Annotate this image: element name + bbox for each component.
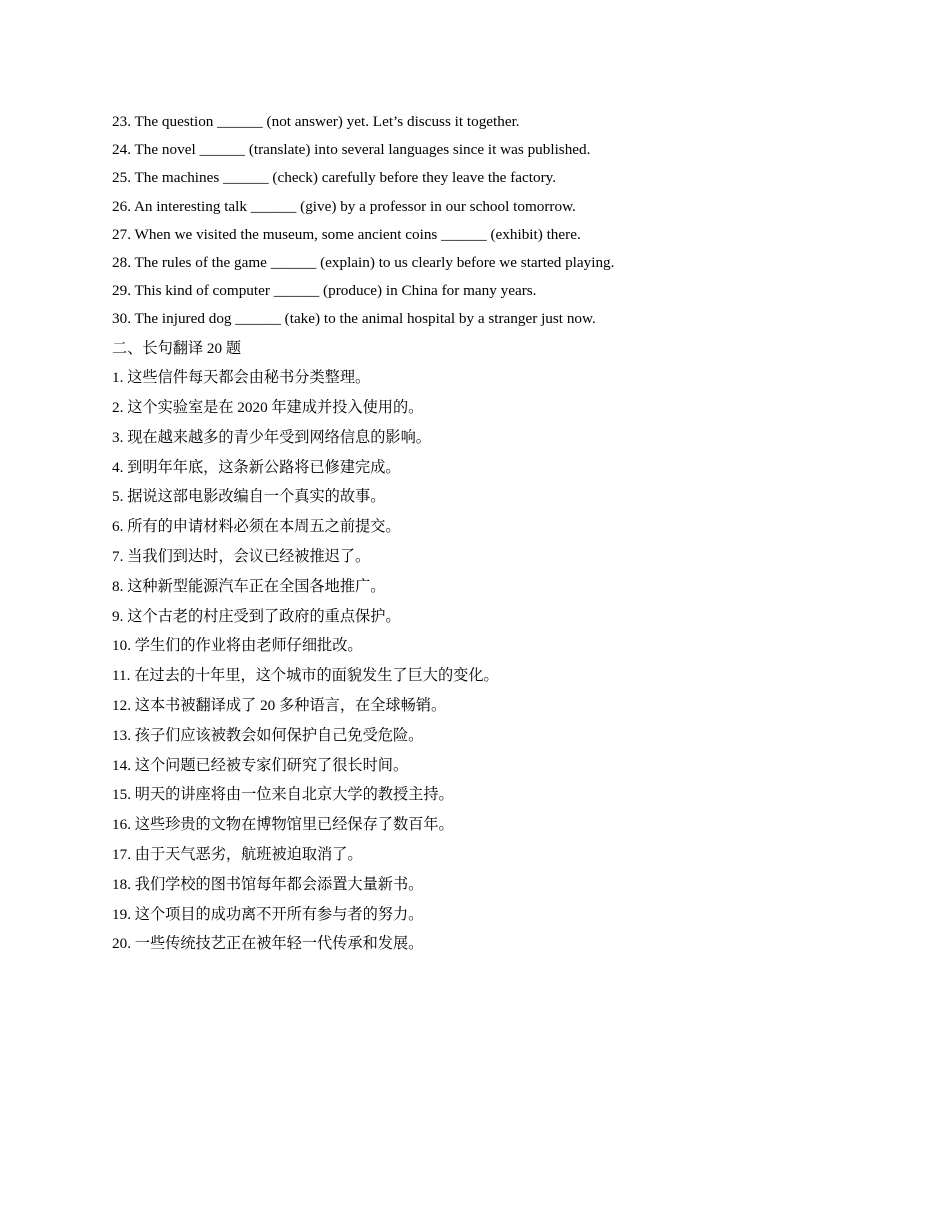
exercise-item: 23. The question ______ (not answer) yet. Let’s discuss it together. bbox=[112, 113, 520, 130]
exercise-item: 27. When we visited the museum, some ancient coins ______ (exhibit) there. bbox=[112, 225, 581, 243]
fill-in-exercise-list bbox=[112, 110, 872, 336]
exercise-item: 25. The machines ______ (check) carefully before they leave the factory. bbox=[112, 169, 557, 187]
translation-item: 8. 这种新型能源汽车正在全国各地推广。 bbox=[112, 577, 386, 595]
translation-item: 11. 在过去的十年里，这个城市的面貌发生了巨大的变化。 bbox=[112, 667, 499, 685]
exercise-item: 30. The injured dog ______ (take) to the animal hospital by a stranger just now. bbox=[112, 310, 596, 328]
translation-item: 17. 由于天气恶劣，航班被迫取消了。 bbox=[112, 846, 363, 864]
translation-item: 15. 明天的讲座将由一位来自北京大学的教授主持。 bbox=[112, 786, 454, 804]
translation-item: 12. 这本书被翻译成了 20 多种语言，在全球畅销。 bbox=[112, 697, 447, 715]
translation-item: 6. 所有的申请材料必须在本周五之前提交。 bbox=[112, 518, 401, 536]
document-page bbox=[112, 110, 872, 961]
translation-exercise-list bbox=[112, 365, 872, 961]
translation-item: 19. 这个项目的成功离不开所有参与者的努力。 bbox=[112, 905, 424, 923]
exercise-item: 29. This kind of computer ______ (produce) in China for many years. bbox=[112, 282, 537, 300]
translation-item: 13. 孩子们应该被教会如何保护自己免受危险。 bbox=[112, 726, 424, 744]
translation-item: 3. 现在越来越多的青少年受到网络信息的影响。 bbox=[112, 428, 431, 446]
exercise-item: 26. An interesting talk ______ (give) by a professor in our school tomorrow. bbox=[112, 197, 576, 215]
exercise-item: 28. The rules of the game ______ (explain) to us clearly before we started playing. bbox=[112, 253, 615, 271]
translation-item: 2. 这个实验室是在 2020 年建成并投入使用的。 bbox=[112, 399, 424, 417]
translation-item: 9. 这个古老的村庄受到了政府的重点保护。 bbox=[112, 607, 401, 625]
translation-item: 14. 这个问题已经被专家们研究了很长时间。 bbox=[112, 756, 409, 774]
translation-item: 18. 我们学校的图书馆每年都会添置大量新书。 bbox=[112, 875, 424, 893]
translation-item: 7. 当我们到达时，会议已经被推迟了。 bbox=[112, 548, 371, 566]
translation-item: 20. 一些传统技艺正在被年轻一代传承和发展。 bbox=[112, 935, 424, 953]
translation-item: 5. 据说这部电影改编自一个真实的故事。 bbox=[112, 488, 386, 506]
translation-item: 1. 这些信件每天都会由秘书分类整理。 bbox=[112, 369, 371, 387]
section-heading: 二、长句翻译 20 题 bbox=[112, 339, 242, 357]
translation-item: 4. 到明年年底，这条新公路将已修建完成。 bbox=[112, 458, 401, 476]
translation-item: 16. 这些珍贵的文物在博物馆里已经保存了数百年。 bbox=[112, 816, 454, 834]
exercise-item: 24. The novel ______ (translate) into several languages since it was published. bbox=[112, 141, 591, 159]
translation-item: 10. 学生们的作业将由老师仔细批改。 bbox=[112, 637, 363, 655]
